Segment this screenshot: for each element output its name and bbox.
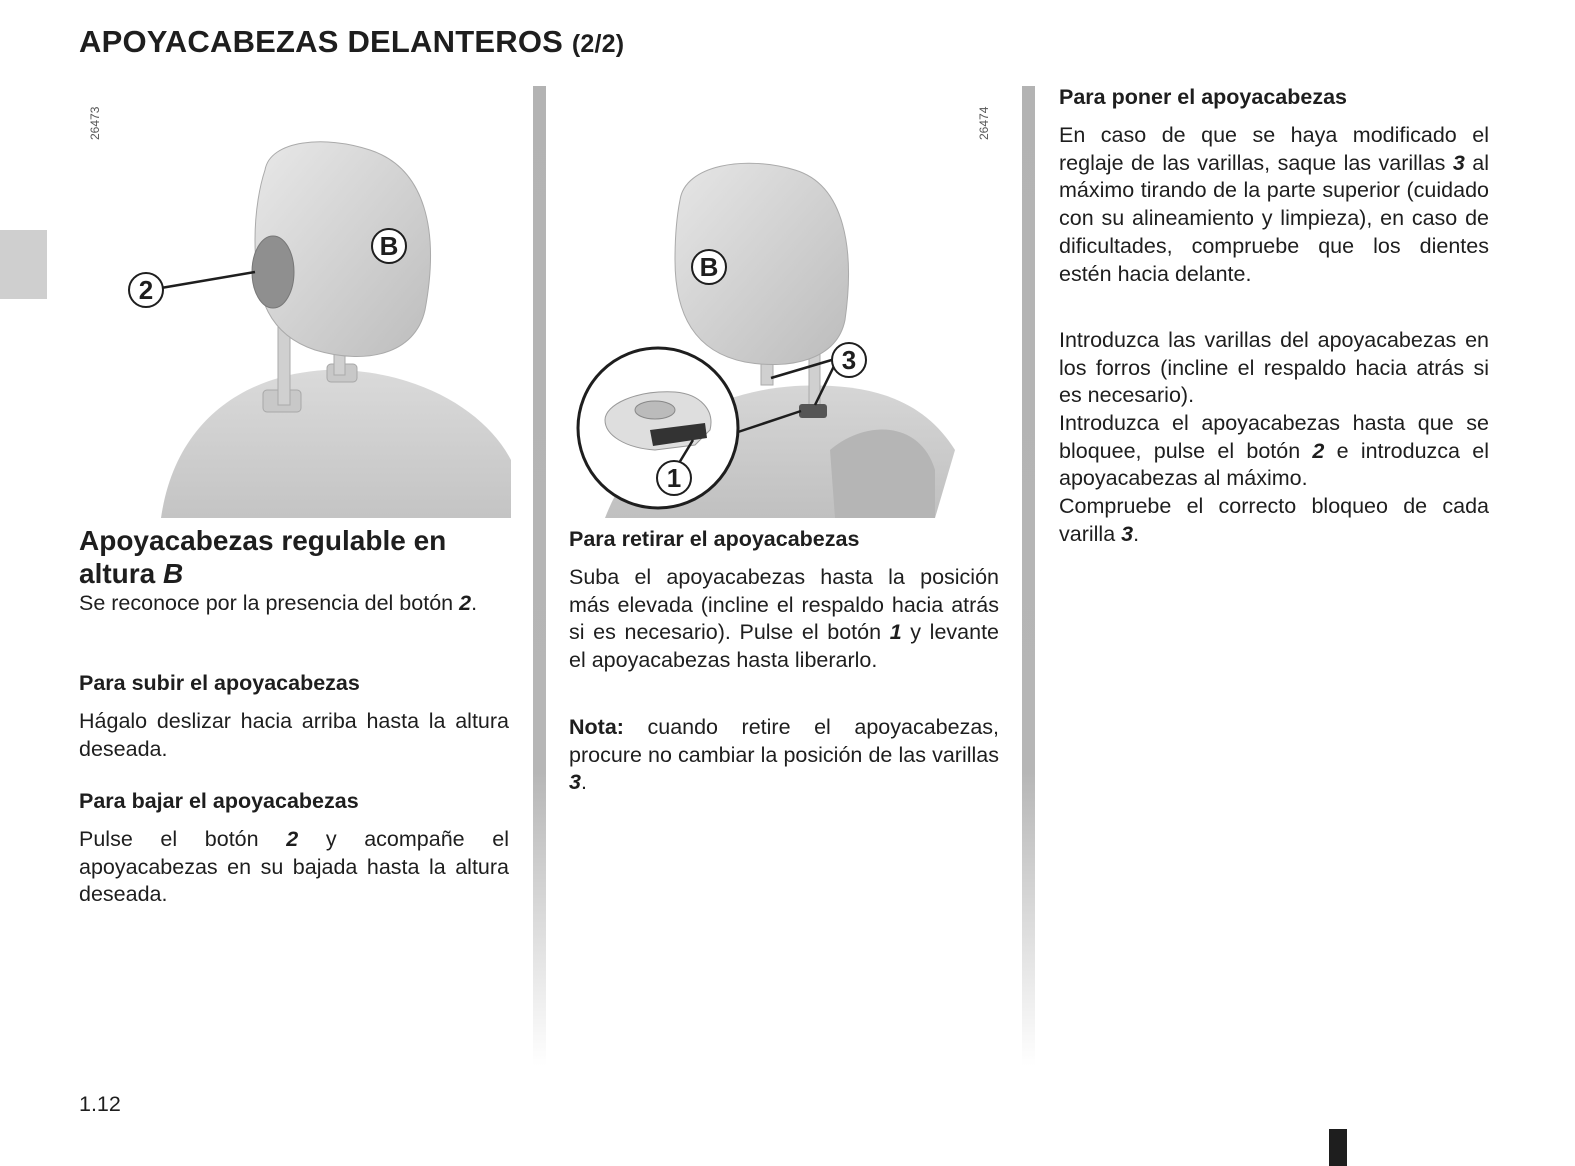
remove-text: Suba el apoyacabezas hasta la posición más elevada (incline el respaldo hacia atrás si es necesario). Pulse el botón bbox=[569, 565, 999, 645]
section-heading-line1: Apoyacabezas regulable en bbox=[79, 525, 447, 556]
callout-3-label: 3 bbox=[841, 345, 857, 375]
raise-paragraph: Hágalo deslizar hacia arriba hasta la altura deseada. bbox=[79, 709, 509, 761]
seat-back-shape bbox=[161, 370, 511, 518]
chapter-tab bbox=[0, 230, 47, 299]
section-heading-em: B bbox=[163, 558, 184, 589]
install-p3-suffix: e introduzca el apoyacabezas al máximo. bbox=[1059, 438, 1489, 491]
intro-text: Se reconoce por la presencia del botón bbox=[79, 591, 460, 615]
callout-b-label-2: B bbox=[699, 252, 719, 282]
intro-suffix: . bbox=[471, 591, 478, 615]
install-p3-text: Introduzca el apoyacabezas hasta que se bloquee, pulse el botón bbox=[1059, 411, 1489, 463]
lower-suffix: y acompañe el apoyacabezas en su bajada hasta la altura deseada. bbox=[79, 827, 509, 907]
section-heading bbox=[79, 524, 509, 590]
install-p1-suffix: al máximo tirando de la parte superior (cuidado con su alineamiento y limpieza), en caso de dificultades, compruebe que los dientes estén hacia delante. bbox=[1059, 150, 1489, 286]
install-p1-text: En caso de que se haya modificado el reglaje de las varillas, saque las varillas bbox=[1059, 123, 1489, 175]
lower-paragraph bbox=[79, 826, 509, 909]
intro-paragraph bbox=[79, 590, 509, 618]
remove-paragraph bbox=[569, 564, 999, 675]
section-heading-line2: altura bbox=[79, 558, 164, 589]
install-paragraph-1 bbox=[1059, 122, 1489, 288]
note-text: cuando retire el apoyacabezas, procure no cambiar la posición de las varillas bbox=[569, 715, 999, 767]
install-p3-em: 2 bbox=[1312, 438, 1325, 463]
page-title-text: APOYACABEZAS DELANTEROS bbox=[79, 24, 564, 59]
column-divider-left bbox=[533, 86, 546, 1066]
callout-line-2 bbox=[161, 272, 255, 288]
note-em: 3 bbox=[569, 770, 581, 795]
raise-heading: Para subir el apoyacabezas bbox=[79, 671, 360, 695]
install-p4-text: Compruebe el correcto bloqueo de cada varilla bbox=[1059, 494, 1489, 546]
callout-b-label: B bbox=[379, 231, 399, 261]
install-heading: Para poner el apoyacabezas bbox=[1059, 85, 1348, 109]
callout-1-label: 1 bbox=[666, 463, 682, 493]
guide-hole bbox=[635, 401, 675, 419]
note-suffix: . bbox=[580, 770, 587, 795]
install-paragraph-4 bbox=[1059, 493, 1489, 548]
intro-em: 2 bbox=[459, 591, 472, 615]
button-2-shape bbox=[252, 236, 294, 308]
headrest-removal-illustration bbox=[575, 120, 995, 518]
lock-guide bbox=[799, 404, 827, 418]
remove-em: 1 bbox=[889, 620, 902, 645]
page-number: 1.12 bbox=[79, 1092, 121, 1116]
figure-code-right: 26474 bbox=[977, 106, 991, 140]
lower-text: Pulse el botón bbox=[79, 827, 287, 851]
headrest-height-illustration bbox=[95, 120, 511, 518]
install-paragraph-3 bbox=[1059, 410, 1489, 493]
page-corner-mark bbox=[1329, 1129, 1347, 1166]
install-paragraph-2: Introduzca las varillas del apoyacabezas en los forros (incline el respaldo hacia atrás si es necesario). bbox=[1059, 328, 1489, 408]
lower-em: 2 bbox=[286, 827, 299, 851]
install-p4-suffix: . bbox=[1133, 521, 1140, 546]
page-title bbox=[79, 24, 624, 60]
lower-heading: Para bajar el apoyacabezas bbox=[79, 789, 359, 813]
column-divider-right bbox=[1022, 86, 1035, 1066]
remove-suffix: y levante el apoyacabezas hasta liberarlo. bbox=[569, 620, 999, 673]
callout-2-label: 2 bbox=[138, 275, 154, 305]
note-paragraph bbox=[569, 714, 999, 797]
page-title-part: (2/2) bbox=[571, 30, 625, 58]
install-p1-em: 3 bbox=[1452, 150, 1465, 175]
remove-heading: Para retirar el apoyacabezas bbox=[569, 527, 860, 551]
note-label: Nota: bbox=[569, 715, 624, 739]
install-p4-em: 3 bbox=[1121, 521, 1134, 546]
figure-code-left: 26473 bbox=[88, 106, 102, 140]
